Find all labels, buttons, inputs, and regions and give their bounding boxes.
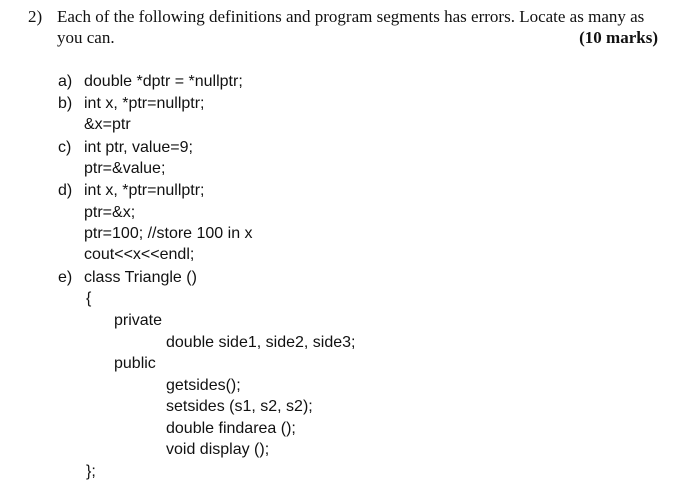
part-a-label: a) — [58, 73, 73, 90]
part-b-line-1: int x, *ptr=nullptr; — [84, 95, 205, 112]
part-e-line-2: { — [86, 290, 92, 307]
part-a-line-1: double *dptr = *nullptr; — [84, 73, 243, 90]
part-d-label: d) — [58, 182, 73, 199]
part-e-label: e) — [58, 269, 73, 286]
question-number: 2) — [28, 7, 43, 26]
part-e-line-6: getsides(); — [166, 377, 241, 394]
part-c-label: c) — [58, 139, 72, 156]
part-e-line-4: double side1, side2, side3; — [166, 334, 356, 351]
part-c-line-1: int ptr, value=9; — [84, 139, 193, 156]
part-e-line-9: void display (); — [166, 441, 270, 458]
part-c-line-2: ptr=&value; — [84, 160, 166, 177]
part-e-line-7: setsides (s1, s2, s2); — [166, 398, 313, 415]
part-b-line-2: &x=ptr — [84, 116, 131, 133]
part-e-line-1: class Triangle () — [84, 269, 197, 286]
question-text-line2: you can. — [57, 28, 115, 47]
part-d-line-3: ptr=100; //store 100 in x — [84, 225, 253, 242]
part-e-line-10: }; — [86, 463, 96, 480]
part-e-line-8: double findarea (); — [166, 420, 296, 437]
part-e-line-3: private — [114, 312, 163, 329]
part-d-line-2: ptr=&x; — [84, 204, 136, 221]
question-marks: (10 marks) — [579, 28, 658, 47]
part-b-label: b) — [58, 95, 73, 112]
part-d-line-1: int x, *ptr=nullptr; — [84, 182, 205, 199]
part-e-line-5: public — [114, 355, 156, 372]
part-d-line-4: cout<<x<<endl; — [84, 246, 195, 263]
question-text-line1: Each of the following definitions and program segments has errors. Locate as many as — [57, 7, 645, 26]
